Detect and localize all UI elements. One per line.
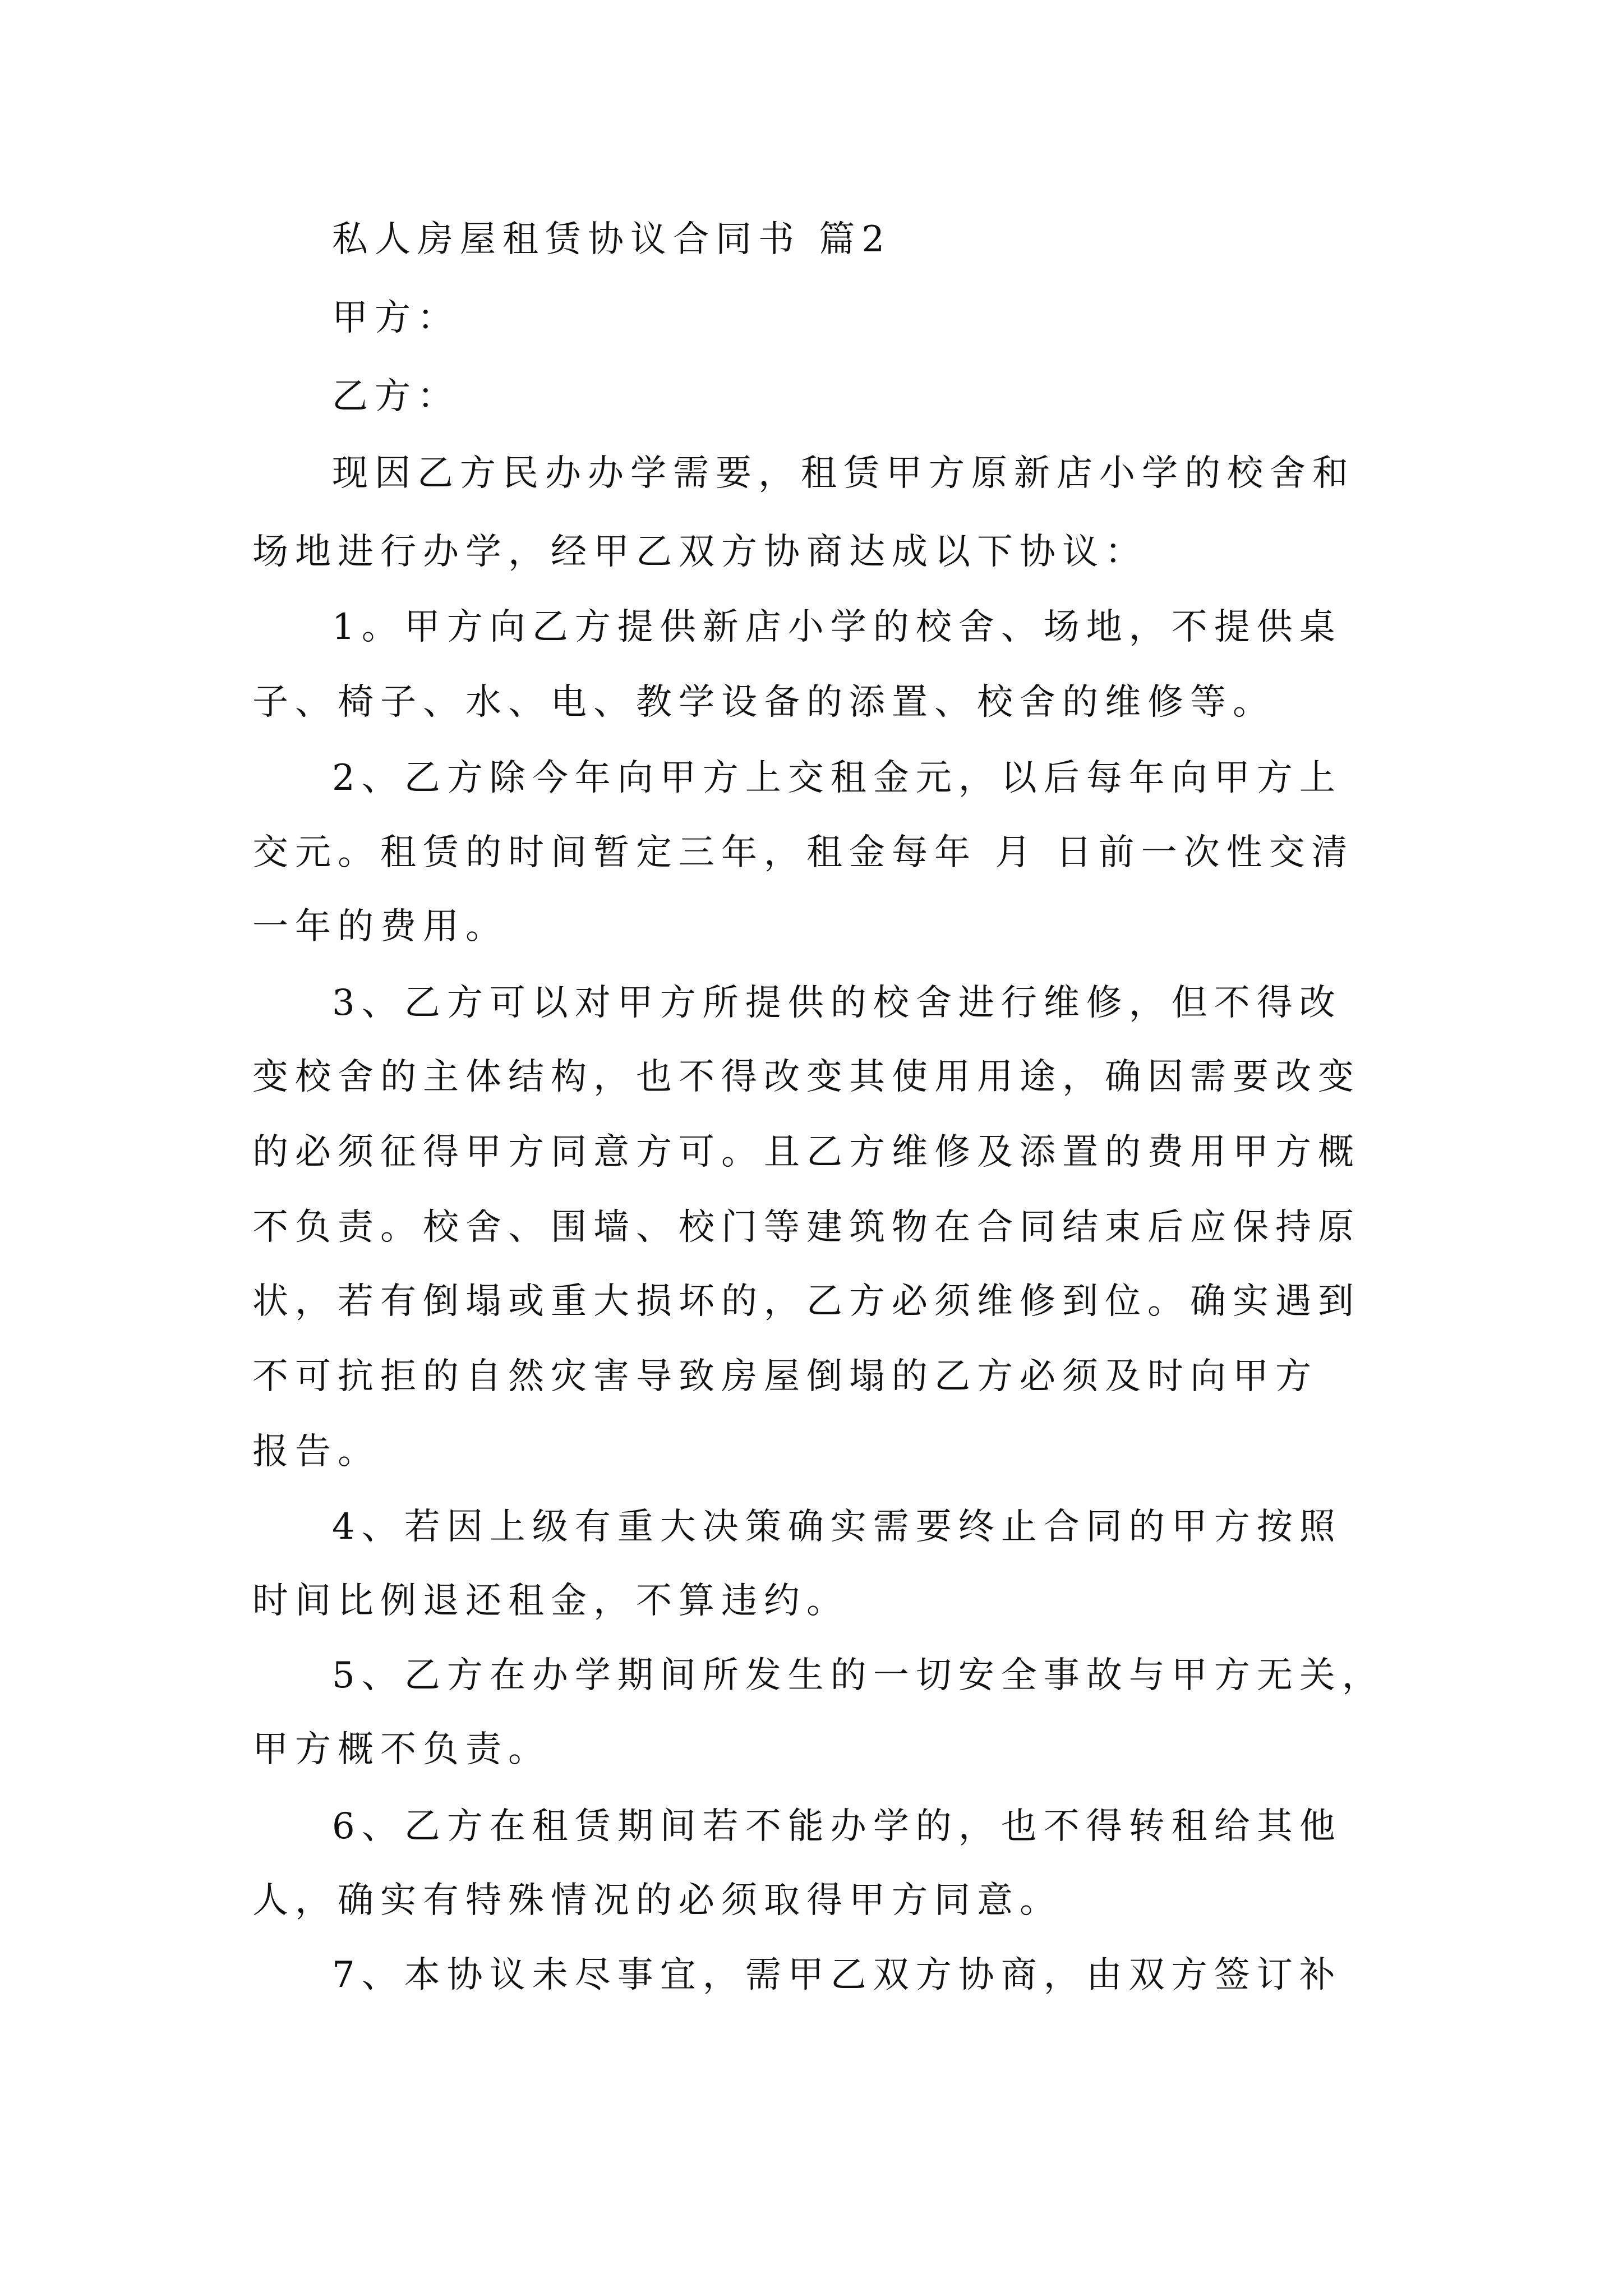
clause-3-line: 状，若有倒塌或重大损坏的，乙方必须维修到位。确实遇到 [252,1281,1361,1322]
clause-3-line: 变校舍的主体结构，也不得改变其使用用途，确因需要改变 [252,1056,1361,1098]
clause-4-line: 4、若因上级有重大决策确实需要终止合同的甲方按照 [332,1506,1342,1548]
clause-6-line: 6、乙方在租赁期间若不能办学的，也不得转租给其他 [332,1806,1342,1847]
clause-4-line: 时间比例退还租金，不算违约。 [252,1580,849,1622]
document-title: 私人房屋租赁协议合同书 篇2 [332,219,892,260]
clause-3-line: 不可抗拒的自然灾害导致房屋倒塌的乙方必须及时向甲方 [252,1356,1318,1397]
clause-3-line: 不负责。校舍、围墙、校门等建筑物在合同结束后应保持原 [252,1207,1361,1248]
clause-3-line: 的必须征得甲方同意方可。且乙方维修及添置的费用甲方概 [252,1131,1361,1173]
clause-2-line: 一年的费用。 [252,906,508,947]
party-b-label: 乙方： [332,376,460,417]
party-a-label: 甲方： [332,297,460,339]
clause-1-line: 1。甲方向乙方提供新店小学的校舍、场地，不提供桌 [332,606,1342,648]
clause-2-line: 交元。租赁的时间暂定三年，租金每年 月 日前一次性交清 [252,832,1354,873]
intro-line: 现因乙方民办办学需要，租赁甲方原新店小学的校舍和 [332,453,1355,494]
clause-3-line: 3、乙方可以对甲方所提供的校舍进行维修，但不得改 [332,982,1342,1024]
clause-5-line: 甲方概不负责。 [252,1729,551,1770]
intro-line: 场地进行办学，经甲乙双方协商达成以下协议： [252,531,1147,573]
clause-7-line: 7、本协议未尽事宜，需甲乙双方协商，由双方签订补 [332,1954,1342,1996]
clause-1-line: 子、椅子、水、电、教学设备的添置、校舍的维修等。 [252,682,1275,723]
clause-6-line: 人，确实有特殊情况的必须取得甲方同意。 [252,1880,1062,1921]
clause-5-line: 5、乙方在办学期间所发生的一切安全事故与甲方无关， [332,1655,1385,1696]
clause-3-line: 报告。 [252,1431,380,1473]
clause-2-line: 2、乙方除今年向甲方上交租金元，以后每年向甲方上 [332,757,1342,799]
